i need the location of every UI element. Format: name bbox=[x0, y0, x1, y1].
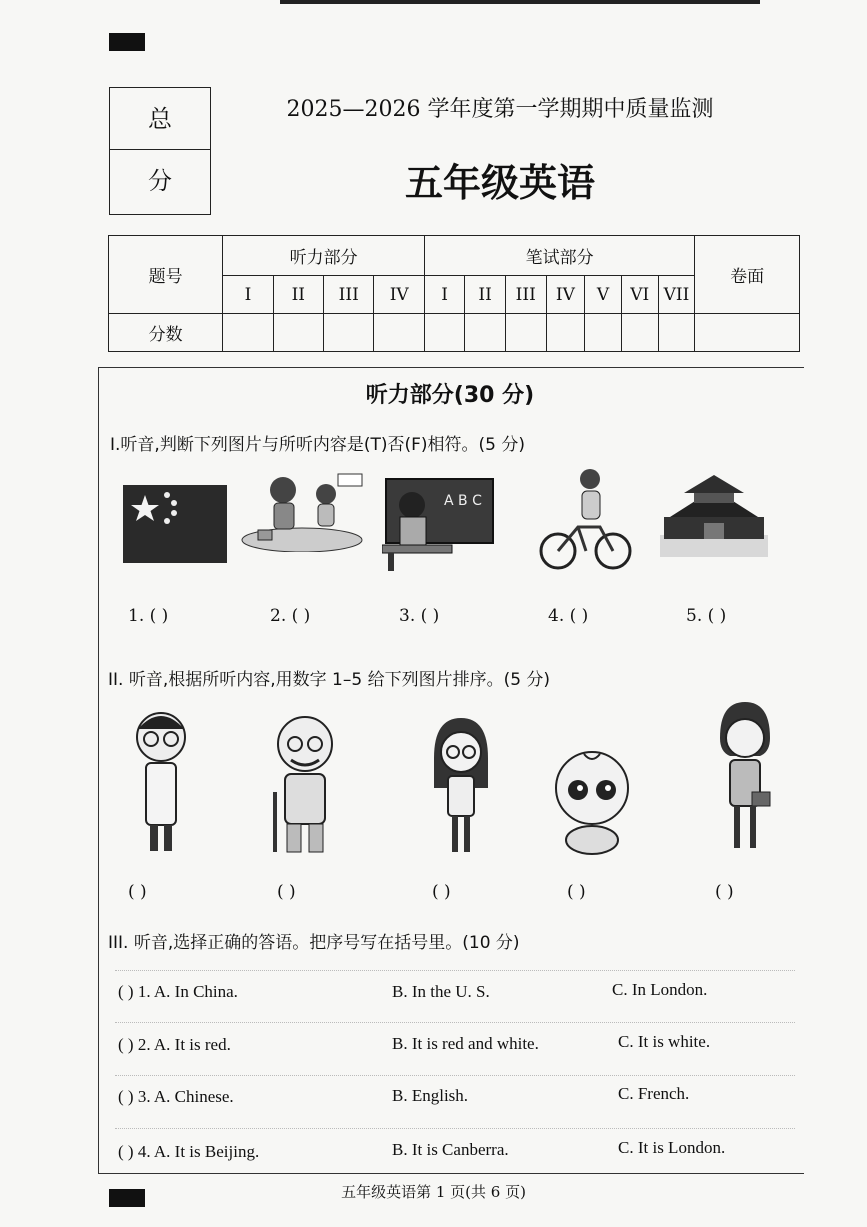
score-cell[interactable] bbox=[323, 314, 373, 352]
q3-item-4-option-b: B. It is Canberra. bbox=[392, 1140, 509, 1159]
q3-item-1-option-b: B. In the U. S. bbox=[392, 982, 490, 1001]
q1-answer-4[interactable]: 4. ( ) bbox=[548, 606, 589, 626]
q2-answer-1[interactable]: ( ) bbox=[128, 882, 147, 902]
score-cell[interactable] bbox=[273, 314, 323, 352]
q3-item-4-option-c: C. It is London. bbox=[618, 1138, 726, 1157]
score-cell[interactable] bbox=[465, 314, 506, 352]
children-playing-picture bbox=[238, 470, 366, 552]
grandfather-picture bbox=[265, 712, 347, 854]
score-cell[interactable] bbox=[658, 314, 695, 352]
baby-picture bbox=[552, 748, 634, 856]
score-cell[interactable] bbox=[585, 314, 622, 352]
row-divider bbox=[115, 1075, 795, 1076]
q2-answer-4[interactable]: ( ) bbox=[567, 882, 586, 902]
q3-item-3[interactable]: ( ) 3. A. Chinese. bbox=[118, 1087, 234, 1106]
item-number-header: 题号 bbox=[109, 236, 223, 314]
score-row-label: 分数 bbox=[109, 314, 223, 352]
appearance-header: 卷面 bbox=[695, 236, 800, 314]
row-divider bbox=[115, 970, 795, 971]
q3-item-3-option-c: C. French. bbox=[618, 1084, 690, 1103]
listening-part-2: II bbox=[273, 276, 323, 314]
q3-item-2[interactable]: ( ) 2. A. It is red. bbox=[118, 1035, 231, 1054]
china-flag-picture bbox=[123, 485, 227, 563]
score-cell[interactable] bbox=[621, 314, 658, 352]
exam-title: 2025—2026 学年度第一学期期中质量监测 bbox=[286, 97, 714, 122]
writing-part-3: III bbox=[505, 276, 546, 314]
q3-item-2-option-c: C. It is white. bbox=[618, 1032, 711, 1051]
score-cell[interactable] bbox=[223, 314, 273, 352]
total-score-box bbox=[109, 87, 211, 215]
listening-part-header: 听力部分 bbox=[223, 236, 425, 276]
score-cell[interactable] bbox=[374, 314, 424, 352]
score-table bbox=[108, 235, 800, 352]
q1-instruction: I.听音,判断下列图片与所听内容是(T)否(F)相符。(5 分) bbox=[110, 435, 525, 455]
top-edge-line bbox=[280, 0, 760, 4]
writing-part-4: IV bbox=[546, 276, 585, 314]
q2-answer-3[interactable]: ( ) bbox=[432, 882, 451, 902]
total-score-label: 总 分 bbox=[110, 88, 210, 150]
q3-item-1-option-c: C. In London. bbox=[612, 980, 708, 999]
girl-picture bbox=[428, 718, 494, 856]
q3-item-4[interactable]: ( ) 4. A. It is Beijing. bbox=[118, 1142, 260, 1161]
q2-answer-2[interactable]: ( ) bbox=[277, 882, 296, 902]
palace-picture bbox=[660, 475, 768, 557]
q1-answer-3[interactable]: 3. ( ) bbox=[399, 606, 440, 626]
man-with-glasses-picture bbox=[130, 705, 192, 855]
listening-part-1: I bbox=[223, 276, 273, 314]
alignment-mark-top bbox=[109, 33, 145, 51]
writing-part-2: II bbox=[465, 276, 506, 314]
q3-item-3-option-b: B. English. bbox=[392, 1086, 469, 1105]
writing-part-7: VII bbox=[658, 276, 695, 314]
listening-section-title: 听力部分(30 分) bbox=[365, 383, 535, 408]
score-cell[interactable] bbox=[695, 314, 800, 352]
listening-part-4: IV bbox=[374, 276, 424, 314]
score-cell[interactable] bbox=[505, 314, 546, 352]
woman-picture bbox=[714, 702, 776, 852]
score-cell[interactable] bbox=[546, 314, 585, 352]
subject-title: 五年级英语 bbox=[404, 161, 595, 205]
writing-part-5: V bbox=[585, 276, 622, 314]
writing-part-header: 笔试部分 bbox=[424, 236, 694, 276]
q3-instruction: III. 听音,选择正确的答语。把序号写在括号里。(10 分) bbox=[108, 933, 520, 953]
writing-part-6: VI bbox=[621, 276, 658, 314]
q3-item-2-option-b: B. It is red and white. bbox=[392, 1034, 539, 1053]
classroom-blackboard-picture bbox=[382, 475, 497, 573]
q1-answer-5[interactable]: 5. ( ) bbox=[686, 606, 727, 626]
q1-answer-2[interactable]: 2. ( ) bbox=[270, 606, 311, 626]
svg-text:A B C: A B C bbox=[444, 493, 482, 509]
q2-instruction: II. 听音,根据所听内容,用数字 1–5 给下列图片排序。(5 分) bbox=[108, 670, 551, 690]
writing-part-1: I bbox=[424, 276, 464, 314]
score-cell[interactable] bbox=[424, 314, 464, 352]
q1-answer-1[interactable]: 1. ( ) bbox=[128, 606, 169, 626]
row-divider bbox=[115, 1128, 795, 1129]
page-footer: 五年级英语第 1 页(共 6 页) bbox=[341, 1183, 526, 1201]
q3-item-1[interactable]: ( ) 1. A. In China. bbox=[118, 982, 238, 1001]
q2-answer-5[interactable]: ( ) bbox=[715, 882, 734, 902]
listening-part-3: III bbox=[323, 276, 373, 314]
boy-riding-bike-picture bbox=[538, 467, 633, 575]
row-divider bbox=[115, 1022, 795, 1023]
